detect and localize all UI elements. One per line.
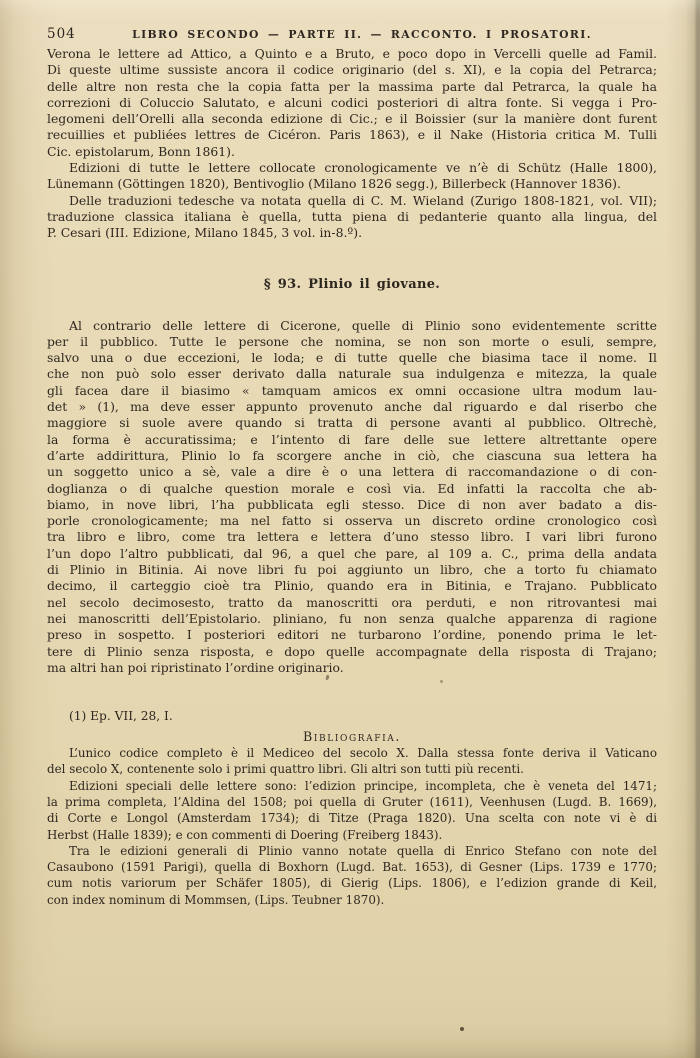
text-line: nei manoscritti dell’Epistolario. pliniano, fu non senza qualche apparenza di ragione bbox=[47, 610, 657, 626]
text-line: L’unico codice completo è il Mediceo del secolo X. Dalla stessa fonte deriva il Vaticano bbox=[69, 746, 657, 761]
text-line: biamo, in nove libri, l’ha pubblicata egli stesso. Dice di non aver badato a dis- bbox=[47, 496, 657, 512]
text-line: det » (1), ma deve esser appunto provenuto anche dal riguardo e dal riserbo che bbox=[47, 399, 657, 415]
text-line: Edizioni speciali delle lettere sono: l’edizion principe, incompleta, che è veneta del 1471; bbox=[69, 778, 657, 793]
page-content bbox=[47, 26, 657, 908]
text-line: decimo, il carteggio cioè tra Plinio, quando era in Bitinia, e Trajano. Pubblicato bbox=[47, 578, 657, 594]
text-line: cum notis variorum per Schäfer 1805), di Gierig (Lips. 1806), e l’edizion grande di Keil, bbox=[47, 876, 657, 891]
text-line: doglianza o di qualche question morale e così via. Ed infatti la raccolta che ab- bbox=[47, 480, 657, 496]
text-line: gli facea dare il biasimo « tamquam amicos ex omni occasione ultra modum lau- bbox=[47, 382, 657, 398]
footnote: (1) Ep. VII, 28, I. bbox=[69, 709, 173, 724]
text-line: maggiore si suole avere quando si tratta di persone avanti al pubblico. Oltrechè, bbox=[47, 415, 657, 431]
text-line: recuillies et publiées lettres de Cicéron. Paris 1863), e il Nake (Historia critica M. Tulli bbox=[47, 127, 657, 143]
paragraph bbox=[47, 318, 657, 677]
text-line: Herbst (Halle 1839); e con commenti di Doering (Freiberg 1843). bbox=[47, 827, 443, 842]
text-line: delle altre non resta che la copia fatta per la massima parte dal Petrarca, la quale ha bbox=[47, 78, 657, 94]
text-line: con index nominum di Mommsen, (Lips. Teubner 1870). bbox=[47, 892, 385, 907]
running-header bbox=[47, 26, 657, 42]
text-line: del secolo X, contenente solo i primi quattro libri. Gli altri son tutti più recenti. bbox=[47, 762, 524, 777]
text-line: un soggetto unico a sè, vale a dire è o una lettera di raccomandazione o di con- bbox=[47, 464, 657, 480]
paragraph bbox=[47, 46, 657, 160]
scan-speck bbox=[460, 1027, 464, 1031]
text-line: di Plinio in Bitinia. Ai nove libri fu poi aggiunto un libro, che a torto fu chiamato bbox=[47, 562, 657, 578]
paragraph bbox=[47, 778, 657, 843]
text-line: Delle traduzioni tedesche va notata quella di C. M. Wieland (Zurigo 1808-1821, vol. VII); bbox=[69, 192, 657, 208]
text-blocks bbox=[47, 46, 657, 908]
text-line: P. Cesari (III. Edizione, Milano 1845, 3 vol. in-8.º). bbox=[47, 225, 363, 241]
text-line: di Corte e Longol (Amsterdam 1734); di Titze (Praga 1820). Una scelta con note vi è di bbox=[47, 811, 657, 826]
text-line: la prima completa, l’Aldina del 1508; poi quella di Gruter (1611), Veenhusen (Lugd. B. 1669), bbox=[47, 794, 657, 809]
scan-speck bbox=[440, 680, 443, 683]
running-title: LIBRO SECONDO — PARTE II. — RACCONTO. I PROSATORI. bbox=[132, 28, 592, 41]
text-line: traduzione classica italiana è quella, tutta piena di pedanterie quanto alla lingua, del bbox=[47, 208, 657, 224]
text-line: porle cronologicamente; ma nel fatto si osserva un discreto ordine cronologico così bbox=[47, 513, 657, 529]
text-line: ma altri han poi ripristinato l’ordine originario. bbox=[47, 659, 344, 675]
text-line: Casaubono (1591 Parigi), quella di Boxhorn (Lugd. Bat. 1653), di Gesner (Lips. 1739 e 1770; bbox=[47, 860, 657, 875]
text-line: la forma è accuratissima; e l’intento di fare delle sue lettere altrettante opere bbox=[47, 431, 657, 447]
text-line: Verona le lettere ad Attico, a Quinto e a Bruto, e poco dopo in Vercelli quelle ad Famil. bbox=[47, 46, 657, 61]
text-line: nel secolo decimosesto, tratto da manoscritti ora perduti, e non ritrovantesi mai bbox=[47, 594, 657, 610]
bibliography-heading: Bibliografia. bbox=[303, 729, 401, 745]
text-line: Al contrario delle lettere di Cicerone, quelle di Plinio sono evidentemente scritte bbox=[69, 317, 657, 333]
text-line: per il pubblico. Tutte le persone che nomina, se non son morte o esuli, sempre, bbox=[47, 333, 657, 349]
page-number: 504 bbox=[47, 26, 76, 42]
text-line: Di queste ultime sussiste ancora il codice originario (del s. XI), e la copia del Petrarca; bbox=[47, 62, 657, 78]
paragraph bbox=[47, 193, 657, 242]
text-line: tere di Plinio senza risposta, e dopo quelle accompagnate della risposta di Trajano; bbox=[47, 643, 657, 659]
text-line: Edizioni di tutte le lettere collocate cronologicamente ve n’è di Schütz (Halle 1800), bbox=[69, 160, 657, 176]
text-line: d’arte addirittura, Plinio lo fa scorgere anche in ciò, che ciascuna sua lettera ha bbox=[47, 447, 657, 463]
text-line: legomeni dell’Orelli alla seconda edizione di Cic.; e il Boissier (sur la manière dont furent bbox=[47, 111, 657, 127]
section-heading: § 93. Plinio il giovane. bbox=[263, 276, 441, 292]
text-line: salvo una o due eccezioni, le loda; e di tutte quelle che biasima tace il nome. Il bbox=[47, 350, 657, 366]
paragraph bbox=[47, 745, 657, 778]
text-line: l’un dopo l’altro pubblicati, dal 96, a quel che pare, al 109 a. C., prima della andata bbox=[47, 545, 657, 561]
text-line: Lünemann (Göttingen 1820), Bentivoglio (Milano 1826 segg.), Billerbeck (Hannover 1836). bbox=[47, 176, 621, 192]
text-line: che non può solo esser derivato dalla naturale sua indulgenza e mitezza, la quale bbox=[47, 366, 657, 382]
paragraph bbox=[47, 843, 657, 908]
paragraph bbox=[47, 160, 657, 193]
text-line: tra libro e libro, come tra lettera e lettera d’uno stesso libro. I vari libri furono bbox=[47, 529, 657, 545]
text-line: Cic. epistolarum, Bonn 1861). bbox=[47, 143, 235, 159]
text-line: Tra le edizioni generali di Plinio vanno notate quella di Enrico Stefano con note del bbox=[69, 843, 657, 858]
text-line: correzioni di Coluccio Salutato, e alcuni codici posteriori di altra fonte. Si vegga i Pro- bbox=[47, 94, 657, 110]
text-line: preso in sospetto. I posteriori editori ne turbarono l’ordine, ponendo prima le let- bbox=[47, 627, 657, 643]
